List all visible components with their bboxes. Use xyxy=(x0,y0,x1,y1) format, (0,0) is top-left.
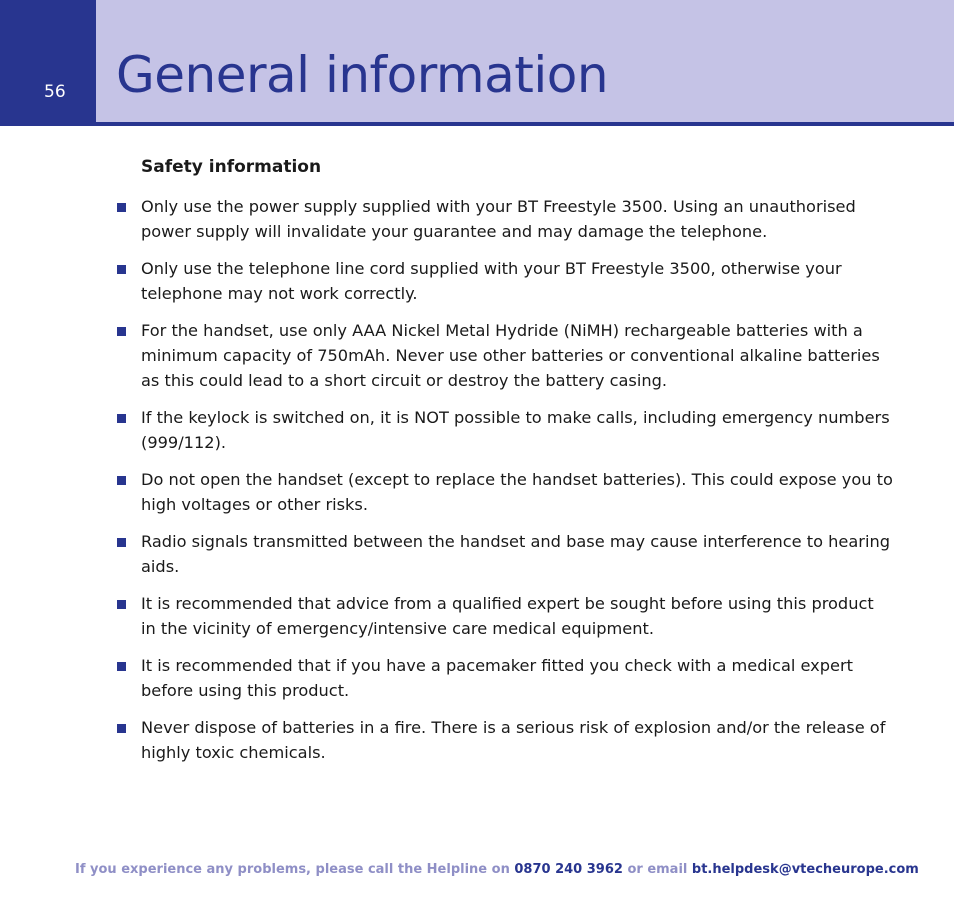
square-bullet-icon xyxy=(117,327,126,336)
safety-list xyxy=(141,194,893,777)
list-item-text: Only use the power supply supplied with your BT Freestyle 3500. Using an unauthorised power supply will invalidate your guarantee and may damage the telephone. xyxy=(141,197,856,241)
square-bullet-icon xyxy=(117,476,126,485)
list-item xyxy=(141,256,893,306)
list-item-text: Do not open the handset (except to replace the handset batteries). This could expose you to high voltages or other risks. xyxy=(141,470,893,514)
list-item-text: Only use the telephone line cord supplied with your BT Freestyle 3500, otherwise your telephone may not work correctly. xyxy=(141,259,842,303)
list-item xyxy=(141,715,893,765)
footer-text-middle: or email xyxy=(622,862,692,877)
list-item-text: If the keylock is switched on, it is NOT possible to make calls, including emergency numbers (999/112). xyxy=(141,408,890,452)
square-bullet-icon xyxy=(117,265,126,274)
list-item xyxy=(141,405,893,455)
list-item-text: It is recommended that advice from a qualified expert be sought before using this product in the vicinity of emergency/intensive care medical equipment. xyxy=(141,594,874,638)
list-item xyxy=(141,467,893,517)
square-bullet-icon xyxy=(117,538,126,547)
section-heading: Safety information xyxy=(141,157,322,177)
square-bullet-icon xyxy=(117,662,126,671)
helpline-phone: 0870 240 3962 xyxy=(514,862,623,877)
square-bullet-icon xyxy=(117,600,126,609)
square-bullet-icon xyxy=(117,203,126,212)
list-item xyxy=(141,529,893,579)
header-divider xyxy=(0,122,954,126)
page-number: 56 xyxy=(44,82,66,102)
list-item-text: Never dispose of batteries in a fire. There is a serious risk of explosion and/or the release of highly toxic chemicals. xyxy=(141,718,886,762)
square-bullet-icon xyxy=(117,724,126,733)
footer-text-before: If you experience any problems, please call the Helpline on xyxy=(75,862,515,877)
helpline-footer xyxy=(75,862,919,877)
list-item xyxy=(141,591,893,641)
list-item-text: For the handset, use only AAA Nickel Metal Hydride (NiMH) rechargeable batteries with a minimum capacity of 750mAh. Never use other batteries or conventional alkaline batteries as this could lead to a short circuit or destroy the battery casing. xyxy=(141,321,880,390)
list-item-text: Radio signals transmitted between the handset and base may cause interference to hearing aids. xyxy=(141,532,890,576)
list-item-text: It is recommended that if you have a pacemaker fitted you check with a medical expert before using this product. xyxy=(141,656,853,700)
list-item xyxy=(141,194,893,244)
list-item xyxy=(141,318,893,393)
helpdesk-email-link[interactable]: bt.helpdesk@vtecheurope.com xyxy=(691,862,919,877)
square-bullet-icon xyxy=(117,414,126,423)
page-title: General information xyxy=(116,46,609,104)
list-item xyxy=(141,653,893,703)
page-number-tab xyxy=(0,0,96,122)
